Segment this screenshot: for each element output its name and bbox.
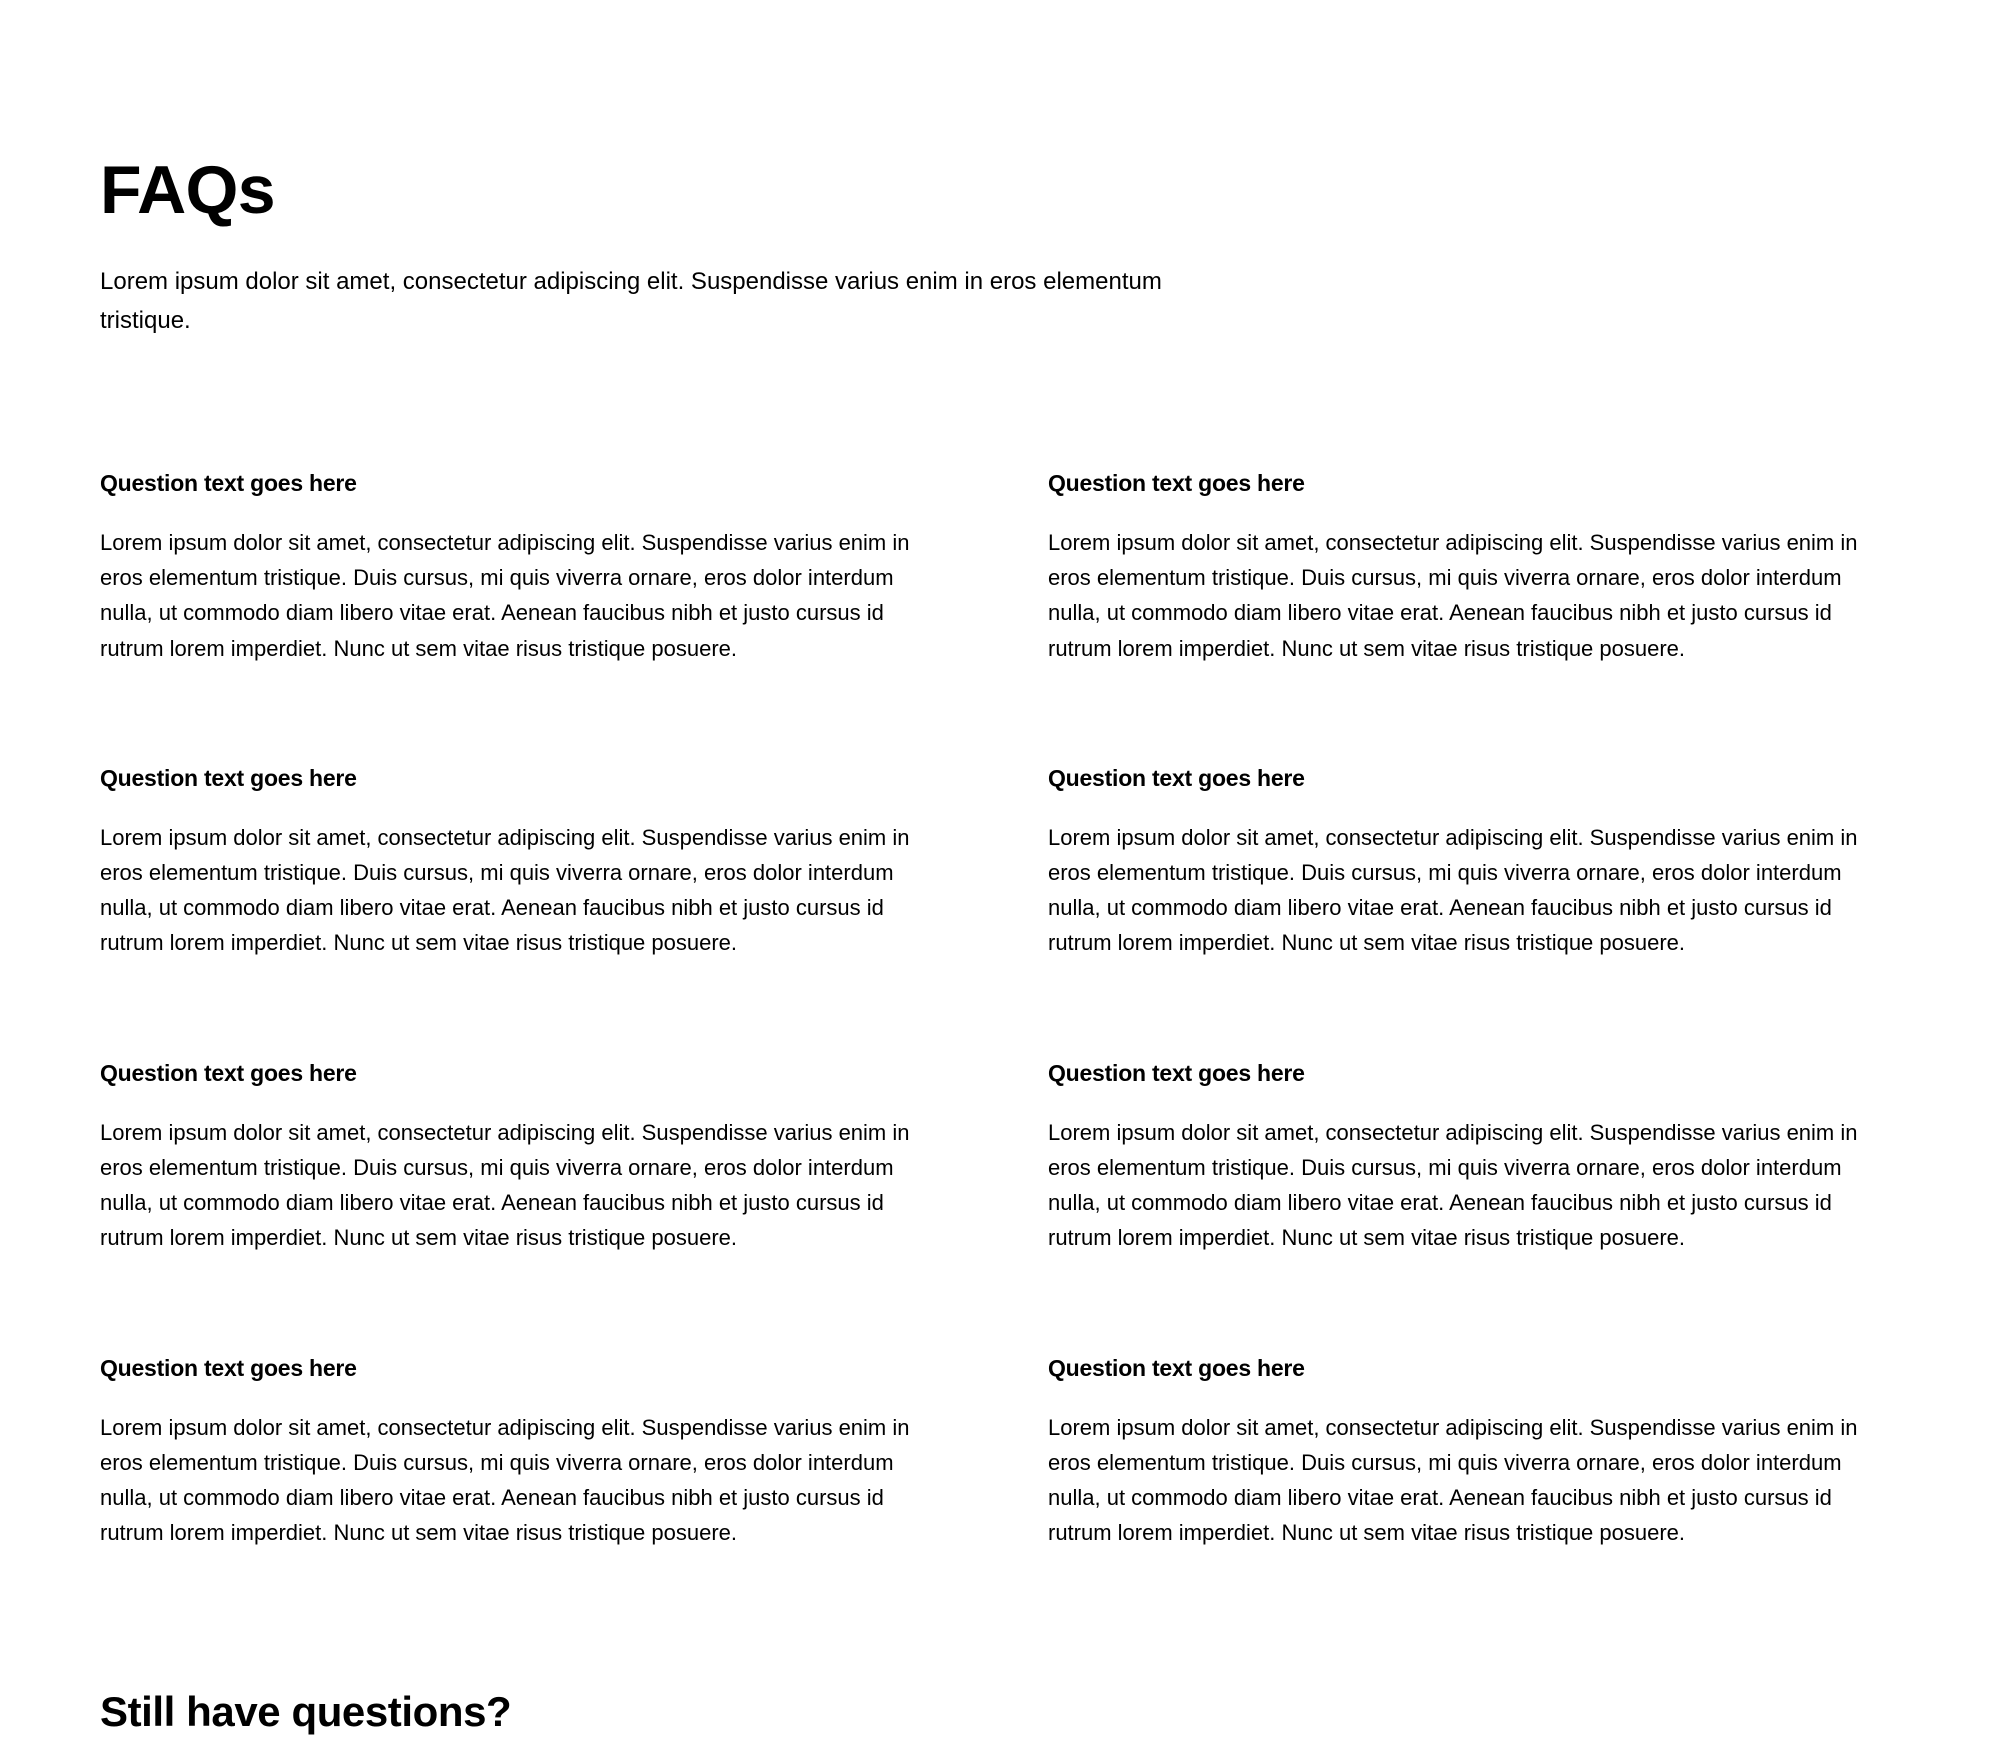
faq-answer: Lorem ipsum dolor sit amet, consectetur adipiscing elit. Suspendisse varius enim in eros elementum tristique. Duis cursus, mi quis viverra ornare, eros dolor interdum nulla, ut commodo diam libero vitae erat. Aenean faucibus nibh et justo cursus id rutrum lorem imperdiet. Nunc ut sem vitae risus tristique posuere.	[1048, 1414, 1858, 1546]
faq-question: Question text goes here	[100, 1354, 357, 1381]
faq-question: Question text goes here	[100, 469, 357, 496]
page-title: FAQs	[100, 152, 275, 228]
cta-section	[100, 1685, 1900, 1739]
faq-item	[1048, 1057, 1900, 1256]
faq-answer: Lorem ipsum dolor sit amet, consectetur adipiscing elit. Suspendisse varius enim in eros elementum tristique. Duis cursus, mi quis viverra ornare, eros dolor interdum nulla, ut commodo diam libero vitae erat. Aenean faucibus nibh et justo cursus id rutrum lorem imperdiet. Nunc ut sem vitae risus tristique posuere.	[100, 1414, 910, 1546]
faq-item	[1048, 762, 1900, 961]
faq-item	[100, 1057, 952, 1256]
faq-question: Question text goes here	[1048, 764, 1305, 791]
faq-question: Question text goes here	[100, 1059, 357, 1086]
faq-answer: Lorem ipsum dolor sit amet, consectetur adipiscing elit. Suspendisse varius enim in eros elementum tristique. Duis cursus, mi quis viverra ornare, eros dolor interdum nulla, ut commodo diam libero vitae erat. Aenean faucibus nibh et justo cursus id rutrum lorem imperdiet. Nunc ut sem vitae risus tristique posuere.	[100, 824, 910, 956]
faq-item	[100, 467, 952, 666]
faq-question: Question text goes here	[1048, 469, 1305, 496]
faq-answer: Lorem ipsum dolor sit amet, consectetur adipiscing elit. Suspendisse varius enim in eros elementum tristique. Duis cursus, mi quis viverra ornare, eros dolor interdum nulla, ut commodo diam libero vitae erat. Aenean faucibus nibh et justo cursus id rutrum lorem imperdiet. Nunc ut sem vitae risus tristique posuere.	[1048, 529, 1858, 661]
faq-answer: Lorem ipsum dolor sit amet, consectetur adipiscing elit. Suspendisse varius enim in eros elementum tristique. Duis cursus, mi quis viverra ornare, eros dolor interdum nulla, ut commodo diam libero vitae erat. Aenean faucibus nibh et justo cursus id rutrum lorem imperdiet. Nunc ut sem vitae risus tristique posuere.	[1048, 824, 1858, 956]
faq-answer: Lorem ipsum dolor sit amet, consectetur adipiscing elit. Suspendisse varius enim in eros elementum tristique. Duis cursus, mi quis viverra ornare, eros dolor interdum nulla, ut commodo diam libero vitae erat. Aenean faucibus nibh et justo cursus id rutrum lorem imperdiet. Nunc ut sem vitae risus tristique posuere.	[1048, 1119, 1858, 1251]
faq-item	[100, 762, 952, 961]
faq-question: Question text goes here	[1048, 1354, 1305, 1381]
faq-item	[100, 1352, 952, 1551]
faq-item	[1048, 1352, 1900, 1551]
faq-grid	[100, 467, 1900, 1551]
faq-question: Question text goes here	[1048, 1059, 1305, 1086]
faq-item	[1048, 467, 1900, 666]
page-subtitle: Lorem ipsum dolor sit amet, consectetur adipiscing elit. Suspendisse varius enim in eros elementum tristique.	[100, 267, 1162, 335]
faq-answer: Lorem ipsum dolor sit amet, consectetur adipiscing elit. Suspendisse varius enim in eros elementum tristique. Duis cursus, mi quis viverra ornare, eros dolor interdum nulla, ut commodo diam libero vitae erat. Aenean faucibus nibh et justo cursus id rutrum lorem imperdiet. Nunc ut sem vitae risus tristique posuere.	[100, 529, 910, 661]
faq-answer: Lorem ipsum dolor sit amet, consectetur adipiscing elit. Suspendisse varius enim in eros elementum tristique. Duis cursus, mi quis viverra ornare, eros dolor interdum nulla, ut commodo diam libero vitae erat. Aenean faucibus nibh et justo cursus id rutrum lorem imperdiet. Nunc ut sem vitae risus tristique posuere.	[100, 1119, 910, 1251]
faq-question: Question text goes here	[100, 764, 357, 791]
cta-heading: Still have questions?	[100, 1687, 512, 1735]
